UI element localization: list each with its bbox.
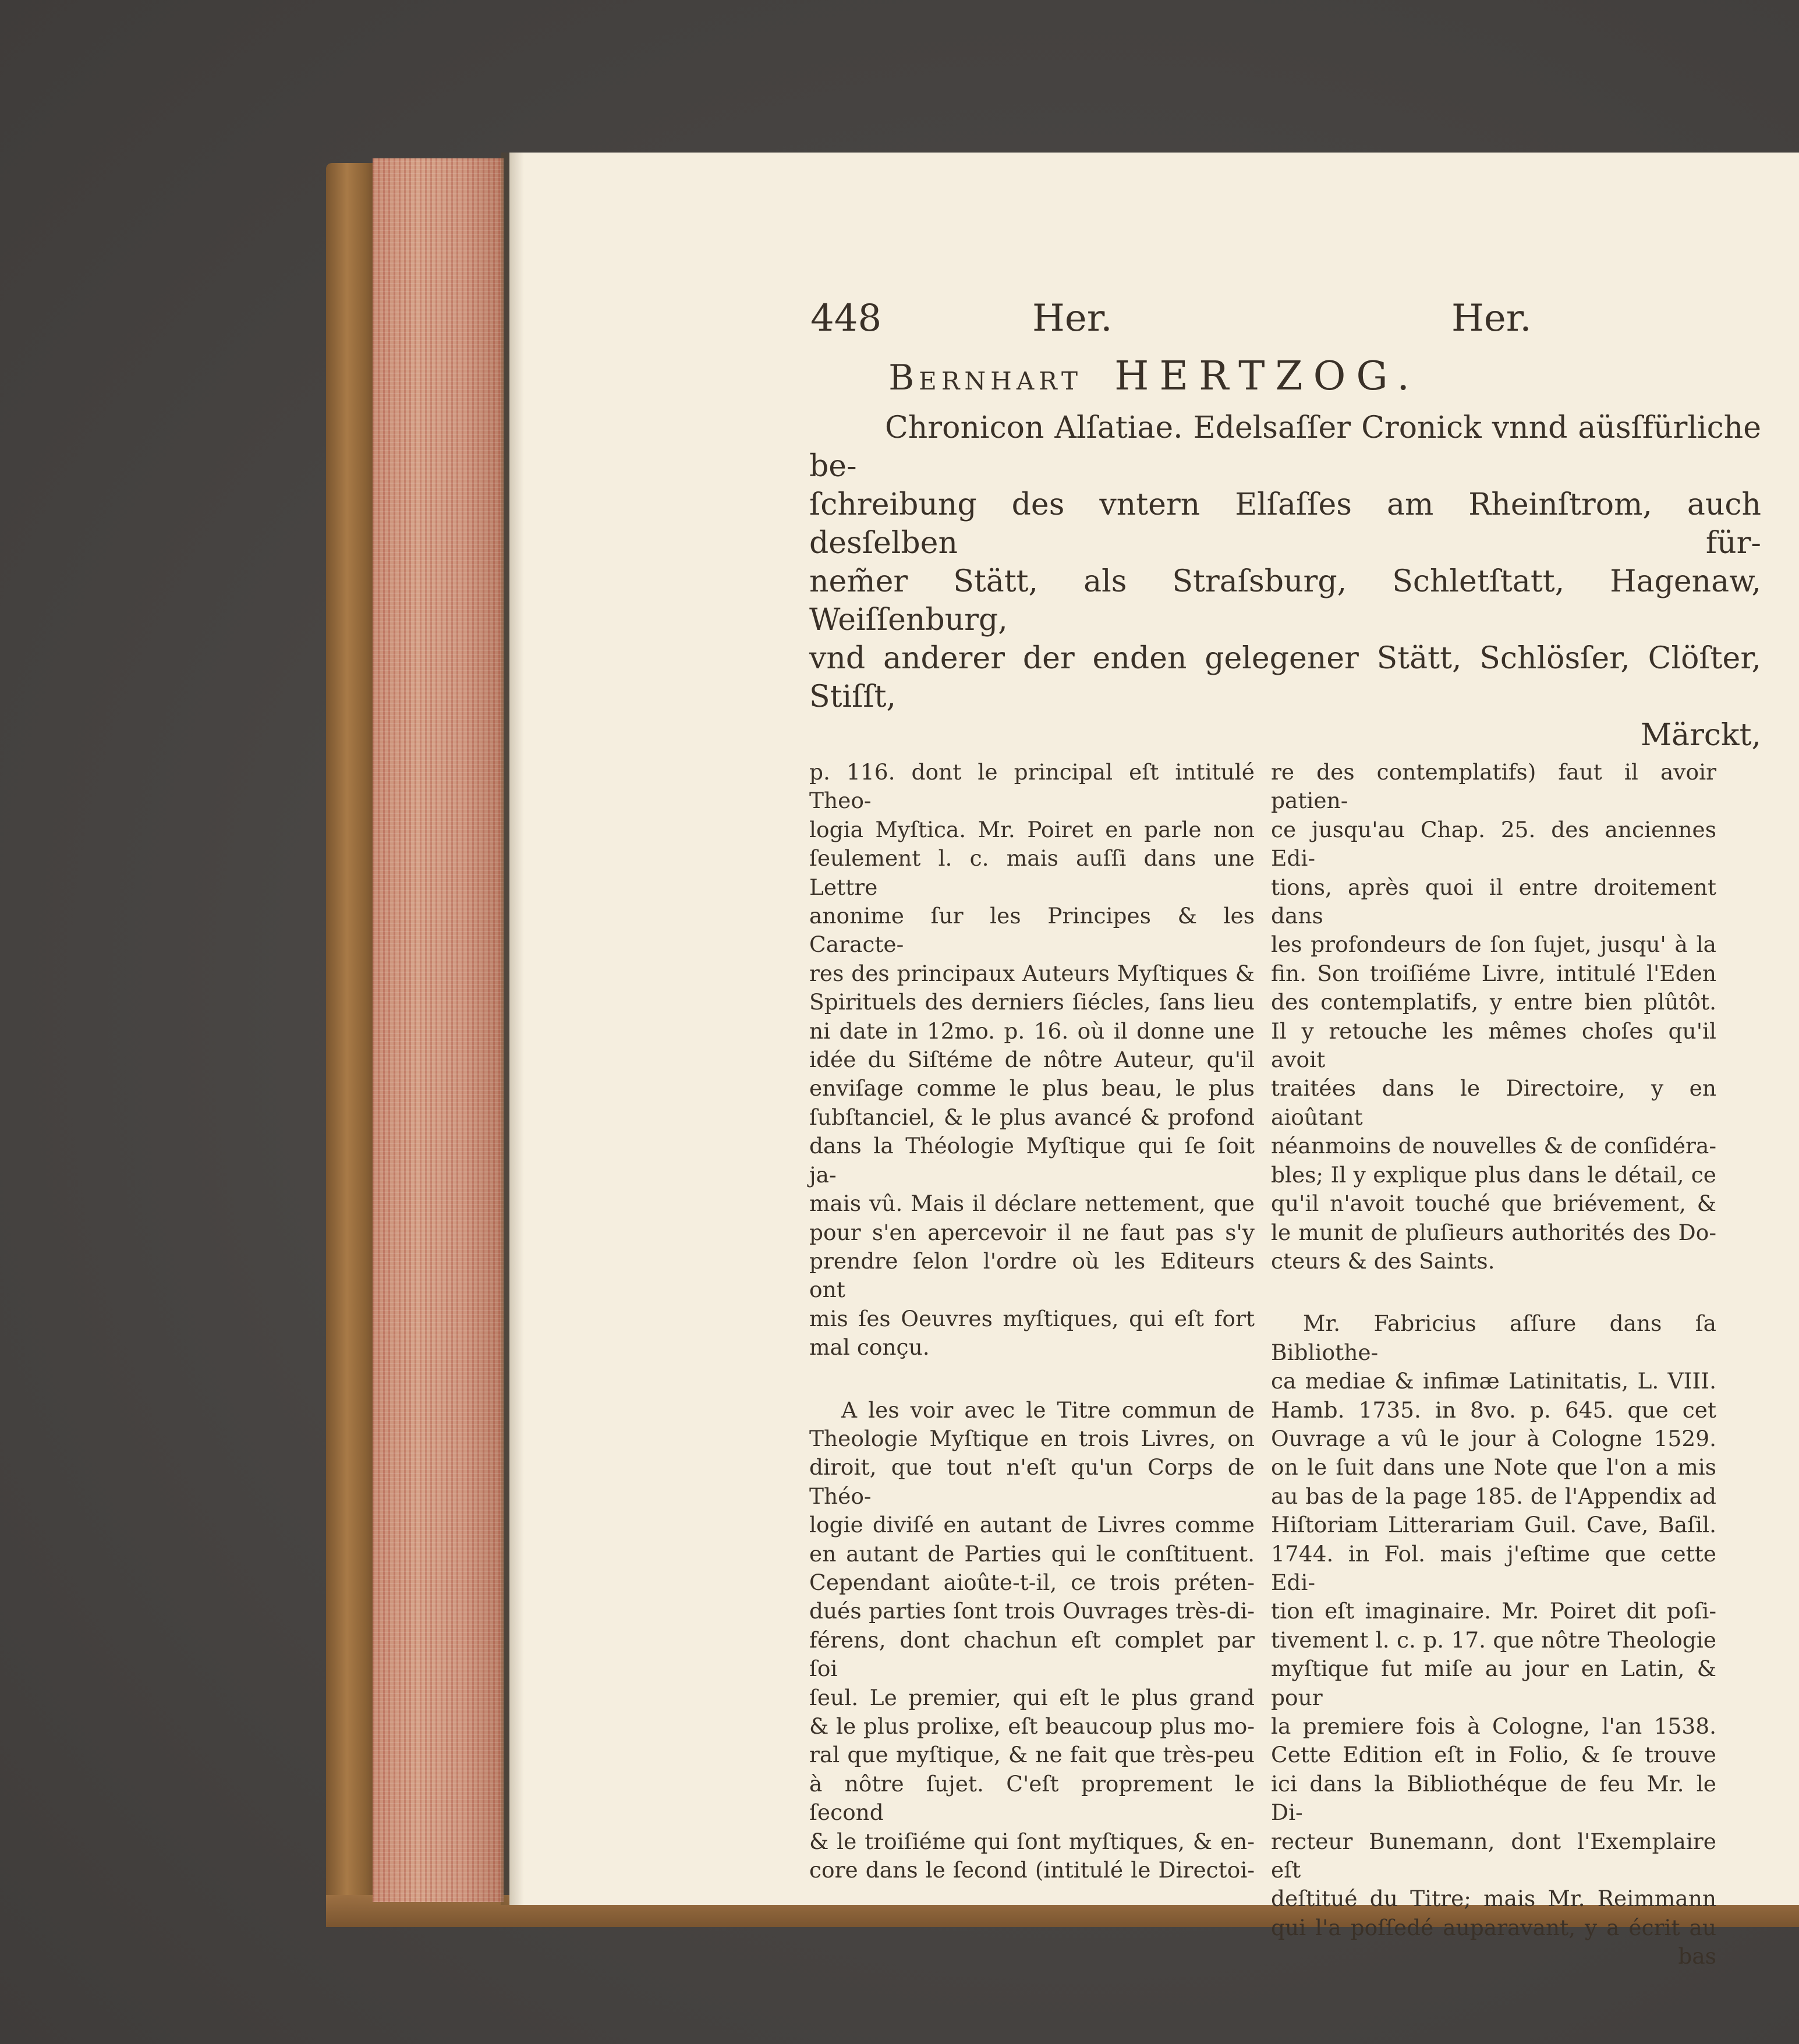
text-line: ce jusqu'au Chap. 25. des anciennes Edi- [1271,816,1716,872]
text-line: férens, dont chachun eſt complet par ſoi [809,1627,1255,1682]
text-line: Cependant aioûte-t-il, ce trois préten- [809,1569,1255,1595]
sprinkled-page-edges [373,158,504,1902]
text-line: diroit, que tout n'eſt qu'un Corps de Théo- [809,1454,1255,1509]
book-title-entry [809,409,1761,754]
left-column [809,758,1255,1884]
text-line: prendre ſelon l'ordre où les Editeurs ont [809,1248,1255,1303]
title-line: ſchreibung des vntern Elſaſſes am Rheinſtrom, auch desſelben für- [809,487,1761,561]
text-line: ſubſtanciel, & le plus avancé & profond [809,1104,1255,1130]
text-line: fin. Son troiſiéme Livre, intitulé l'Eden [1271,960,1716,986]
text-line: res des principaux Auteurs Myſtiques & [809,960,1255,986]
title-line: nem̃er Stätt, als Straſsburg, Schletſtatt, Hagenaw, Weiſſenburg, [809,564,1761,637]
text-line: pour s'en apercevoir il ne faut pas s'y [809,1219,1255,1245]
text-line: qui l'a poſſedé auparavant, y a écrit au [1271,1914,1716,1940]
title-line: Chronicon Alſatiae. Edelsaſſer Cronick vnnd aüsſfürliche be- [809,410,1761,484]
text-line: ici dans la Bibliothéque de feu Mr. le Di- [1271,1770,1716,1826]
text-line: Spirituels des derniers ſiécles, ſans lieu [809,989,1255,1015]
text-line: mal conçu. [809,1334,930,1361]
text-line: myſtique fut miſe au jour en Latin, & pour [1271,1656,1716,1710]
running-head-left: Her. [1032,297,1113,340]
text-line: Theologie Myſtique en trois Livres, on [809,1425,1255,1451]
text-line: ral que myſtique, & ne fait que très-peu [809,1742,1255,1768]
title-line: Märckt, [1640,718,1761,753]
text-line: le munit de pluſieurs authorités des Do- [1271,1219,1716,1245]
text-line: en autant de Parties qui le conſtituent. [809,1540,1255,1567]
text-line: la premiere fois à Cologne, l'an 1538. [1271,1713,1716,1739]
text-line: & le plus prolixe, eſt beaucoup plus mo- [809,1713,1255,1739]
text-line: Il y retouche les mêmes choſes qu'il avoit [1271,1018,1716,1073]
right-column [1271,758,1716,1971]
paragraph-gap [1271,1276,1716,1309]
text-line: à nôtre ſujet. C'eſt proprement le ſecond [809,1770,1255,1826]
text-line: qu'il n'avoit touché que briévement, & [1271,1191,1716,1217]
leather-binding [326,163,378,1915]
catchword: bas [1678,1943,1716,1969]
text-line: & le troiſiéme qui ſont myſtiques, & en- [809,1828,1255,1854]
text-line: dués parties ſont trois Ouvrages très-di- [809,1598,1255,1624]
text-line: 1744. in Fol. mais j'eſtime que cette Edi- [1271,1540,1716,1595]
text-line: des contemplatifs, y entre bien plûtôt. [1271,989,1716,1015]
text-line: ni date in 12mo. p. 16. où il donne une [809,1018,1255,1044]
text-line: Hiſtoriam Litterariam Guil. Cave, Baſil. [1271,1512,1716,1538]
text-line: idée du Siſtéme de nôtre Auteur, qu'il [809,1047,1255,1073]
running-head-right: Her. [1451,297,1532,340]
title-line: vnd anderer der enden gelegener Stätt, Schlösſer, Clöſter, Stiſſt, [809,641,1761,714]
paragraph-gap [809,1362,1255,1396]
text-line: p. 116. dont le principal eſt intitulé Theo- [809,759,1255,814]
author-heading [509,353,1799,399]
text-line: enviſage comme le plus beau, le plus [809,1075,1255,1101]
text-line: tions, après quoi il entre droitement dans [1271,874,1716,929]
text-line: les profondeurs de ſon ſujet, jusqu' à la [1271,931,1716,958]
text-line: tion eſt imaginaire. Mr. Poiret dit poſi- [1271,1598,1716,1624]
text-line: anonime ſur les Principes & les Caracte- [809,903,1255,958]
author-last-name: HERTZOG. [1114,353,1420,399]
page-number: 448 [810,297,882,340]
text-line: Cette Edition eſt in Folio, & ſe trouve [1271,1742,1716,1768]
text-line: deſtitué du Titre; mais Mr. Reimmann [1271,1886,1716,1912]
text-line: core dans le ſecond (intitulé le Directoi- [809,1857,1255,1883]
text-line: A les voir avec le Titre commun de [841,1397,1255,1423]
text-line: on le ſuit dans une Note que l'on a mis [1271,1454,1716,1480]
text-line: Mr. Fabricius aſſure dans ſa Bibliothe- [1271,1310,1716,1365]
text-line: Ouvrage a vû le jour à Cologne 1529. [1271,1425,1716,1451]
text-line: dans la Théologie Myſtique qui ſe ſoit ja- [809,1133,1255,1188]
text-line: néanmoins de nouvelles & de conſidéra- [1271,1133,1716,1159]
text-line: Hamb. 1735. in 8vo. p. 645. que cet [1271,1397,1716,1423]
text-line: mis ſes Oeuvres myſtiques, qui eſt fort [809,1305,1255,1331]
text-line: cteurs & des Saints. [1271,1248,1495,1274]
text-line: ſeulement l. c. mais auſſi dans une Lettre [809,845,1255,900]
text-line: traitées dans le Directoire, y en aioûtant [1271,1075,1716,1130]
text-line: ſeul. Le premier, qui eſt le plus grand [809,1684,1255,1710]
text-line: tivement l. c. p. 17. que nôtre Theologie [1271,1627,1716,1653]
running-head [509,297,1799,355]
book-page [509,153,1799,1969]
text-line: logia Myſtica. Mr. Poiret en parle non [809,816,1255,842]
text-line: bles; Il y explique plus dans le détail, ce [1271,1161,1716,1188]
author-first-name: Bernhart [888,357,1083,398]
text-line: mais vû. Mais il déclare nettement, que [809,1191,1255,1217]
text-line: re des contemplatifs) faut il avoir patien- [1271,759,1716,814]
text-line: recteur Bunemann, dont l'Exemplaire eſt [1271,1828,1716,1883]
text-line: logie diviſé en autant de Livres comme [809,1512,1255,1538]
text-line: au bas de la page 185. de l'Appendix ad [1271,1483,1716,1509]
text-line: ca mediae & infimæ Latinitatis, L. VIII. [1271,1368,1716,1394]
gutter-shadow [501,153,524,1905]
